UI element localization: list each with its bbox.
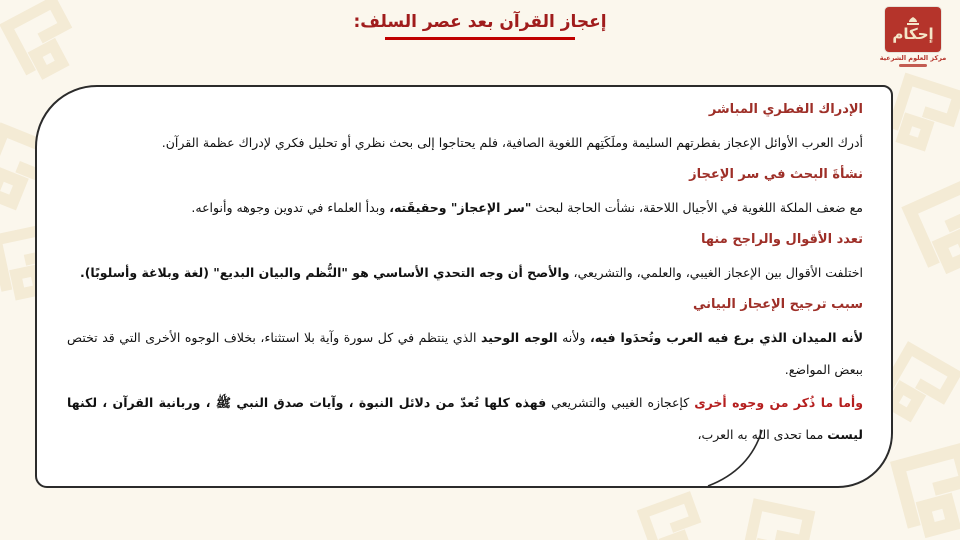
content-sections (67, 94, 863, 452)
text-segment: الوجه الوحيد (481, 329, 558, 345)
section-heading: الإدراك الفطري المباشر (708, 102, 863, 117)
logo-badge (885, 7, 941, 52)
section-heading: تعدد الأقوال والراجح منها (700, 232, 863, 247)
section-paragraph (67, 322, 863, 387)
text-segment: لأنه الميدان الذي برع فيه العرب وتُحدَوا فيه، (590, 329, 864, 345)
header (0, 12, 960, 43)
text-segment: وأما ما ذُكر من وجوه أخرى (694, 394, 863, 410)
logo-caption: مركز العلوم الشرعية (879, 54, 947, 62)
section-heading: نشأةَ البحث في سر الإعجاز (689, 167, 863, 182)
section-paragraph (67, 387, 863, 452)
text-segment: والأصح أن وجه التحدي الأساسي هو "النُّظم والبيان البديع" (لغة وبلاغة وأسلوبًا). (79, 264, 570, 280)
text-segment: الذي ينتظم في كل سورة وآية بلا استثناء، بخلاف الوجوه الأخرى التي قد تختص ببعض المواضع. (67, 329, 863, 377)
section-paragraph (67, 127, 863, 160)
text-segment: أدرك العرب الأوائل الإعجاز بفطرتهم السليمة وملَكَتِهم اللغوية الصافية، فلم يحتاجوا إلى بحث نظري أو تحليل فكري لإدراك عظمة القرآن. (161, 134, 863, 150)
section-paragraph (67, 257, 863, 290)
title-underline (385, 37, 575, 40)
text-segment: مما تحدى الله به العرب، (697, 427, 828, 442)
text-segment: مع ضعف الملكة اللغوية في الأجيال اللاحقة، نشأت الحاجة لبحث (531, 199, 863, 215)
page-title: إعجاز القرآن بعد عصر السلف: (353, 12, 607, 32)
text-segment: وبدأ العلماء في تدوين وجوهه وأنواعه. (191, 199, 390, 215)
text-segment: ولأنه (557, 329, 590, 345)
text-segment: فهذه كلها تُعدّ من دلائل النبوة ، وآيات صدق النبي ﷺ ، وربانية القرآن ، لكنها ليست (67, 394, 863, 442)
content-box (35, 85, 893, 488)
text-segment: "سر الإعجاز" وحقيقَته، (389, 199, 532, 215)
section-heading: سبب ترجيح الإعجاز البياني (692, 297, 863, 312)
logo-tagline-smudge (899, 64, 927, 67)
logo-brand-text: إحكام (892, 25, 934, 43)
section-paragraph (67, 192, 863, 225)
text-segment: اختلفت الأقوال بين الإعجاز الغيبي، والعلمي، والتشريعي، (569, 264, 863, 280)
text-segment: كإعجازه الغيبي والتشريعي (546, 394, 695, 410)
brand-logo (878, 7, 948, 67)
